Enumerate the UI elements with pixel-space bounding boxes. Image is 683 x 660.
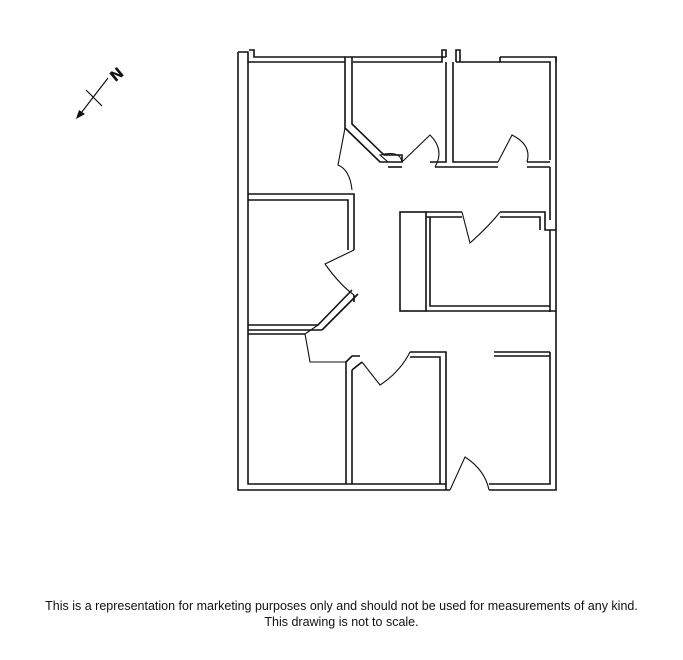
north-arrow-icon bbox=[76, 64, 127, 119]
disclaimer-line-1: This is a representation for marketing purposes only and should not be used for measurements of any kind. bbox=[45, 599, 638, 613]
disclaimer-line-2: This drawing is not to scale. bbox=[264, 615, 419, 629]
compass-label: N bbox=[106, 63, 128, 86]
exterior-walls bbox=[238, 50, 556, 490]
interior-walls bbox=[248, 57, 556, 484]
doors bbox=[305, 128, 528, 490]
